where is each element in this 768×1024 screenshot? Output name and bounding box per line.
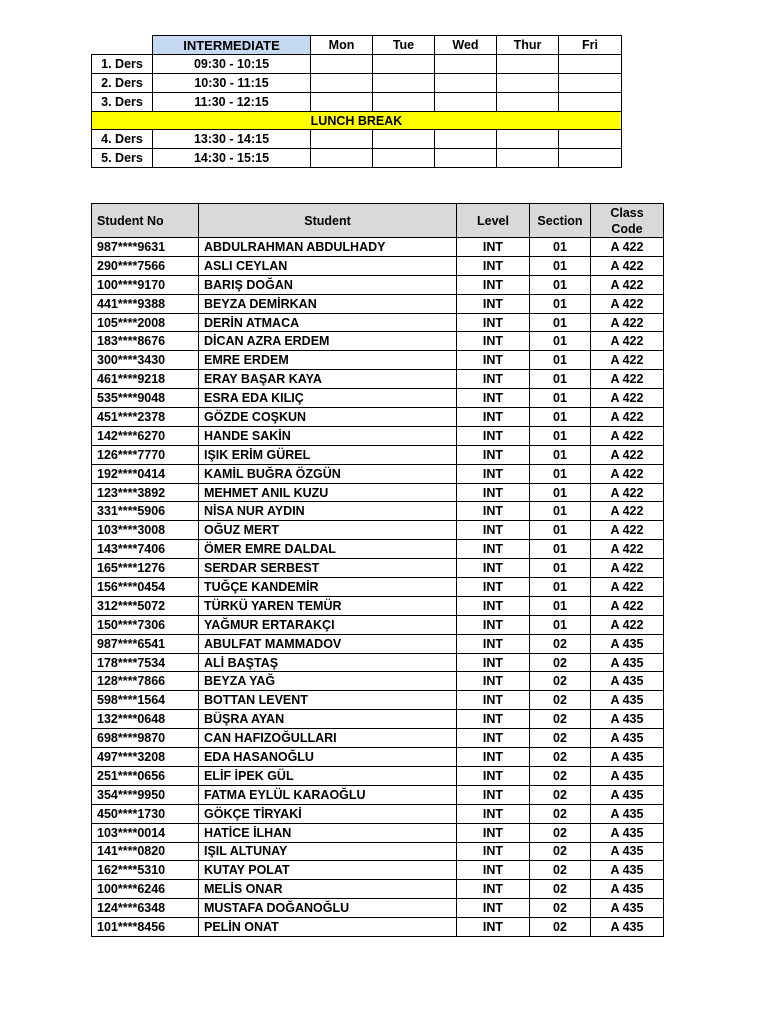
student-row: [92, 559, 664, 578]
day-header-tue: Tue: [373, 36, 435, 55]
class-code-cell: A 435: [591, 842, 664, 861]
class-code-cell: A 435: [591, 861, 664, 880]
level-cell: INT: [457, 370, 530, 389]
student-row: [92, 823, 664, 842]
section-cell: 01: [530, 332, 591, 351]
level-cell: INT: [457, 804, 530, 823]
class-code-cell: A 422: [591, 294, 664, 313]
student-row: [92, 710, 664, 729]
level-cell: INT: [457, 540, 530, 559]
section-cell: 02: [530, 634, 591, 653]
level-cell: INT: [457, 766, 530, 785]
student-no-cell: 331****5906: [92, 502, 199, 521]
student-name-cell: OĞUZ MERT: [199, 521, 457, 540]
class-code-cell: A 435: [591, 899, 664, 918]
student-no-cell: 251****0656: [92, 766, 199, 785]
student-row: [92, 445, 664, 464]
level-cell: INT: [457, 880, 530, 899]
level-cell: INT: [457, 464, 530, 483]
student-name-cell: EDA HASANOĞLU: [199, 748, 457, 767]
level-cell: INT: [457, 294, 530, 313]
student-no-cell: 101****8456: [92, 918, 199, 937]
section-cell: 01: [530, 615, 591, 634]
header-class-code-line2: Code: [611, 221, 643, 236]
schedule-cell: [311, 149, 373, 168]
schedule-cell: [373, 93, 435, 112]
student-name-cell: IŞIL ALTUNAY: [199, 842, 457, 861]
schedule-cell: [559, 149, 622, 168]
student-row: [92, 502, 664, 521]
student-list-body: [92, 238, 664, 937]
level-cell: INT: [457, 918, 530, 937]
student-name-cell: KUTAY POLAT: [199, 861, 457, 880]
student-name-cell: ESRA EDA KILIÇ: [199, 389, 457, 408]
level-cell: INT: [457, 332, 530, 351]
student-row: [92, 370, 664, 389]
student-no-cell: 461****9218: [92, 370, 199, 389]
section-cell: 01: [530, 596, 591, 615]
level-cell: INT: [457, 634, 530, 653]
student-name-cell: SERDAR SERBEST: [199, 559, 457, 578]
level-cell: INT: [457, 596, 530, 615]
student-row: [92, 464, 664, 483]
schedule-cell: [311, 74, 373, 93]
class-code-cell: A 422: [591, 502, 664, 521]
level-cell: INT: [457, 521, 530, 540]
student-no-cell: 698****9870: [92, 729, 199, 748]
section-cell: 01: [530, 275, 591, 294]
level-cell: INT: [457, 899, 530, 918]
student-row: [92, 332, 664, 351]
level-cell: INT: [457, 351, 530, 370]
schedule-corner-cell: [92, 36, 153, 55]
student-name-cell: KAMİL BUĞRA ÖZGÜN: [199, 464, 457, 483]
student-row: [92, 540, 664, 559]
section-cell: 01: [530, 238, 591, 257]
student-row: [92, 748, 664, 767]
schedule-cell: [311, 55, 373, 74]
level-cell: INT: [457, 672, 530, 691]
student-list-table: [91, 203, 664, 937]
section-cell: 01: [530, 408, 591, 427]
class-code-cell: A 422: [591, 408, 664, 427]
student-name-cell: MUSTAFA DOĞANOĞLU: [199, 899, 457, 918]
level-cell: INT: [457, 729, 530, 748]
header-student-no: Student No: [92, 204, 199, 238]
level-cell: INT: [457, 785, 530, 804]
section-cell: 02: [530, 804, 591, 823]
student-name-cell: ERAY BAŞAR KAYA: [199, 370, 457, 389]
student-row: [92, 351, 664, 370]
level-cell: INT: [457, 559, 530, 578]
section-cell: 01: [530, 256, 591, 275]
class-code-cell: A 435: [591, 729, 664, 748]
class-code-cell: A 435: [591, 918, 664, 937]
student-no-cell: 441****9388: [92, 294, 199, 313]
level-cell: INT: [457, 578, 530, 597]
student-row: [92, 804, 664, 823]
schedule-cell: [497, 149, 559, 168]
student-name-cell: TÜRKÜ YAREN TEMÜR: [199, 596, 457, 615]
class-code-cell: A 435: [591, 823, 664, 842]
student-row: [92, 294, 664, 313]
level-cell: INT: [457, 445, 530, 464]
schedule-cell: [497, 93, 559, 112]
lesson-label: 1. Ders: [92, 55, 153, 74]
section-cell: 01: [530, 351, 591, 370]
level-cell: INT: [457, 823, 530, 842]
schedule-cell: [435, 55, 497, 74]
schedule-cell: [435, 74, 497, 93]
student-name-cell: DİCAN AZRA ERDEM: [199, 332, 457, 351]
schedule-cell: [311, 93, 373, 112]
student-name-cell: ELİF İPEK GÜL: [199, 766, 457, 785]
class-code-cell: A 435: [591, 766, 664, 785]
level-cell: INT: [457, 426, 530, 445]
student-name-cell: FATMA EYLÜL KARAOĞLU: [199, 785, 457, 804]
schedule-row: [92, 93, 622, 112]
student-row: [92, 653, 664, 672]
student-no-cell: 156****0454: [92, 578, 199, 597]
student-name-cell: BOTTAN LEVENT: [199, 691, 457, 710]
student-no-cell: 128****7866: [92, 672, 199, 691]
student-row: [92, 596, 664, 615]
class-code-cell: A 435: [591, 880, 664, 899]
student-no-cell: 126****7770: [92, 445, 199, 464]
level-cell: INT: [457, 275, 530, 294]
student-name-cell: YAĞMUR ERTARAKÇI: [199, 615, 457, 634]
section-cell: 02: [530, 672, 591, 691]
class-code-cell: A 422: [591, 559, 664, 578]
section-cell: 02: [530, 748, 591, 767]
header-class-code-line1: Class: [610, 205, 644, 220]
student-name-cell: ÖMER EMRE DALDAL: [199, 540, 457, 559]
student-no-cell: 142****6270: [92, 426, 199, 445]
level-cell: INT: [457, 313, 530, 332]
schedule-cell: [559, 93, 622, 112]
student-name-cell: ALİ BAŞTAŞ: [199, 653, 457, 672]
section-cell: 02: [530, 880, 591, 899]
class-code-cell: A 435: [591, 710, 664, 729]
section-cell: 02: [530, 653, 591, 672]
section-cell: 01: [530, 313, 591, 332]
schedule-row: [92, 74, 622, 93]
class-code-cell: A 422: [591, 351, 664, 370]
student-no-cell: 105****2008: [92, 313, 199, 332]
schedule-cell: [373, 149, 435, 168]
section-cell: 01: [530, 502, 591, 521]
student-name-cell: BARIŞ DOĞAN: [199, 275, 457, 294]
student-row: [92, 785, 664, 804]
student-name-cell: DERİN ATMACA: [199, 313, 457, 332]
level-cell: INT: [457, 389, 530, 408]
lesson-time: 13:30 - 14:15: [153, 130, 311, 149]
student-no-cell: 103****0014: [92, 823, 199, 842]
class-code-cell: A 422: [591, 464, 664, 483]
class-code-cell: A 422: [591, 483, 664, 502]
class-code-cell: A 422: [591, 596, 664, 615]
student-row: [92, 275, 664, 294]
level-cell: INT: [457, 238, 530, 257]
section-cell: 01: [530, 389, 591, 408]
section-cell: 01: [530, 578, 591, 597]
section-cell: 01: [530, 294, 591, 313]
class-code-cell: A 422: [591, 426, 664, 445]
section-cell: 01: [530, 445, 591, 464]
lesson-label: 2. Ders: [92, 74, 153, 93]
student-no-cell: 150****7306: [92, 615, 199, 634]
student-name-cell: BEYZA YAĞ: [199, 672, 457, 691]
student-row: [92, 842, 664, 861]
student-name-cell: IŞIK ERİM GÜREL: [199, 445, 457, 464]
schedule-cell: [497, 130, 559, 149]
schedule-cell: [435, 130, 497, 149]
student-row: [92, 521, 664, 540]
level-cell: INT: [457, 861, 530, 880]
class-code-cell: A 422: [591, 370, 664, 389]
student-no-cell: 141****0820: [92, 842, 199, 861]
class-code-cell: A 422: [591, 275, 664, 294]
section-cell: 02: [530, 861, 591, 880]
level-cell: INT: [457, 615, 530, 634]
student-row: [92, 578, 664, 597]
schedule-cell: [373, 74, 435, 93]
student-no-cell: 451****2378: [92, 408, 199, 427]
student-name-cell: EMRE ERDEM: [199, 351, 457, 370]
student-no-cell: 987****9631: [92, 238, 199, 257]
student-no-cell: 178****7534: [92, 653, 199, 672]
student-row: [92, 899, 664, 918]
student-row: [92, 615, 664, 634]
student-name-cell: TUĞÇE KANDEMİR: [199, 578, 457, 597]
lesson-time: 14:30 - 15:15: [153, 149, 311, 168]
student-no-cell: 450****1730: [92, 804, 199, 823]
level-cell: INT: [457, 483, 530, 502]
student-header-row: [92, 204, 664, 238]
student-name-cell: HANDE SAKİN: [199, 426, 457, 445]
student-no-cell: 987****6541: [92, 634, 199, 653]
student-no-cell: 497****3208: [92, 748, 199, 767]
schedule-row: [92, 149, 622, 168]
section-cell: 01: [530, 370, 591, 389]
lesson-label: 3. Ders: [92, 93, 153, 112]
class-code-cell: A 422: [591, 615, 664, 634]
student-name-cell: ABDULRAHMAN ABDULHADY: [199, 238, 457, 257]
student-row: [92, 861, 664, 880]
lesson-time: 09:30 - 10:15: [153, 55, 311, 74]
section-cell: 01: [530, 464, 591, 483]
student-no-cell: 300****3430: [92, 351, 199, 370]
lesson-label: 5. Ders: [92, 149, 153, 168]
class-code-cell: A 435: [591, 804, 664, 823]
class-code-cell: A 422: [591, 578, 664, 597]
student-name-cell: ABULFAT MAMMADOV: [199, 634, 457, 653]
section-cell: 02: [530, 729, 591, 748]
header-section: Section: [530, 204, 591, 238]
schedule-header-row: [92, 36, 622, 55]
section-cell: 02: [530, 691, 591, 710]
student-row: [92, 729, 664, 748]
student-no-cell: 100****9170: [92, 275, 199, 294]
schedule-cell: [435, 93, 497, 112]
student-row: [92, 918, 664, 937]
schedule-cell: [373, 55, 435, 74]
student-row: [92, 426, 664, 445]
student-name-cell: BEYZA DEMİRKAN: [199, 294, 457, 313]
class-code-cell: A 422: [591, 256, 664, 275]
lesson-time: 10:30 - 11:15: [153, 74, 311, 93]
student-row: [92, 389, 664, 408]
student-row: [92, 672, 664, 691]
student-no-cell: 143****7406: [92, 540, 199, 559]
section-cell: 02: [530, 785, 591, 804]
student-no-cell: 124****6348: [92, 899, 199, 918]
student-no-cell: 183****8676: [92, 332, 199, 351]
class-code-cell: A 435: [591, 634, 664, 653]
schedule-body: [92, 36, 622, 168]
student-name-cell: ASLI CEYLAN: [199, 256, 457, 275]
section-cell: 01: [530, 521, 591, 540]
student-name-cell: BÜŞRA AYAN: [199, 710, 457, 729]
student-no-cell: 535****9048: [92, 389, 199, 408]
schedule-cell: [559, 74, 622, 93]
section-cell: 02: [530, 766, 591, 785]
lunch-break-row: [92, 112, 622, 130]
section-cell: 01: [530, 483, 591, 502]
section-cell: 02: [530, 842, 591, 861]
level-cell: INT: [457, 408, 530, 427]
schedule-cell: [373, 130, 435, 149]
schedule-cell: [435, 149, 497, 168]
class-code-cell: A 422: [591, 332, 664, 351]
class-code-cell: A 422: [591, 540, 664, 559]
section-cell: 02: [530, 918, 591, 937]
student-no-cell: 100****6246: [92, 880, 199, 899]
student-row: [92, 483, 664, 502]
class-code-cell: A 422: [591, 313, 664, 332]
class-code-cell: A 422: [591, 445, 664, 464]
level-cell: INT: [457, 710, 530, 729]
section-cell: 02: [530, 710, 591, 729]
student-row: [92, 766, 664, 785]
student-no-cell: 165****1276: [92, 559, 199, 578]
student-no-cell: 598****1564: [92, 691, 199, 710]
student-no-cell: 162****5310: [92, 861, 199, 880]
lesson-time: 11:30 - 12:15: [153, 93, 311, 112]
class-code-cell: A 435: [591, 672, 664, 691]
day-header-wed: Wed: [435, 36, 497, 55]
day-header-fri: Fri: [559, 36, 622, 55]
student-row: [92, 313, 664, 332]
section-cell: 01: [530, 426, 591, 445]
section-cell: 01: [530, 559, 591, 578]
student-row: [92, 238, 664, 257]
student-name-cell: NİSA NUR AYDIN: [199, 502, 457, 521]
lunch-break-label: LUNCH BREAK: [92, 112, 622, 130]
student-name-cell: HATİCE İLHAN: [199, 823, 457, 842]
section-cell: 02: [530, 899, 591, 918]
student-name-cell: GÖZDE COŞKUN: [199, 408, 457, 427]
header-class-code: [591, 204, 664, 238]
schedule-row: [92, 130, 622, 149]
student-no-cell: 354****9950: [92, 785, 199, 804]
schedule-cell: [311, 130, 373, 149]
student-no-cell: 290****7566: [92, 256, 199, 275]
weekly-schedule-table: [91, 35, 622, 168]
class-code-cell: A 435: [591, 785, 664, 804]
class-code-cell: A 435: [591, 748, 664, 767]
student-name-cell: MEHMET ANIL KUZU: [199, 483, 457, 502]
level-cell: INT: [457, 842, 530, 861]
student-no-cell: 192****0414: [92, 464, 199, 483]
day-header-thur: Thur: [497, 36, 559, 55]
student-name-cell: CAN HAFIZOĞULLARI: [199, 729, 457, 748]
level-cell: INT: [457, 653, 530, 672]
schedule-cell: [497, 55, 559, 74]
day-header-mon: Mon: [311, 36, 373, 55]
student-row: [92, 408, 664, 427]
student-name-cell: PELİN ONAT: [199, 918, 457, 937]
student-no-cell: 132****0648: [92, 710, 199, 729]
student-name-cell: MELİS ONAR: [199, 880, 457, 899]
class-code-cell: A 435: [591, 653, 664, 672]
level-cell: INT: [457, 502, 530, 521]
student-name-cell: GÖKÇE TİRYAKİ: [199, 804, 457, 823]
header-student: Student: [199, 204, 457, 238]
section-cell: 02: [530, 823, 591, 842]
lesson-label: 4. Ders: [92, 130, 153, 149]
level-header: INTERMEDIATE: [153, 36, 311, 55]
class-code-cell: A 435: [591, 691, 664, 710]
student-no-cell: 123****3892: [92, 483, 199, 502]
student-row: [92, 634, 664, 653]
student-no-cell: 103****3008: [92, 521, 199, 540]
level-cell: INT: [457, 748, 530, 767]
schedule-cell: [559, 55, 622, 74]
schedule-cell: [559, 130, 622, 149]
student-row: [92, 880, 664, 899]
level-cell: INT: [457, 256, 530, 275]
level-cell: INT: [457, 691, 530, 710]
student-no-cell: 312****5072: [92, 596, 199, 615]
student-row: [92, 256, 664, 275]
section-cell: 01: [530, 540, 591, 559]
schedule-cell: [497, 74, 559, 93]
class-code-cell: A 422: [591, 238, 664, 257]
class-code-cell: A 422: [591, 389, 664, 408]
class-code-cell: A 422: [591, 521, 664, 540]
student-row: [92, 691, 664, 710]
schedule-row: [92, 55, 622, 74]
header-level: Level: [457, 204, 530, 238]
